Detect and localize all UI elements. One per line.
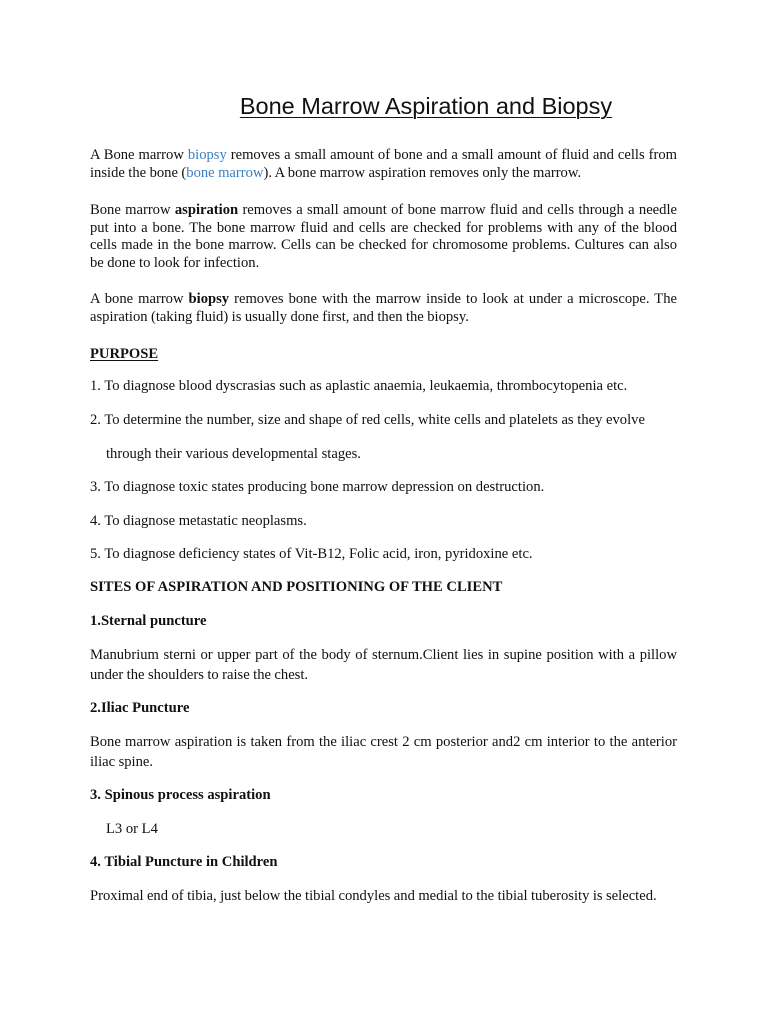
aspiration-text-1: Bone marrow [90,202,175,218]
spinous-text: L3 or L4 [106,821,158,837]
bone-marrow-link[interactable]: bone marrow [186,164,264,181]
sternal-heading: 1.Sternal puncture [90,613,207,629]
iliac-text: Bone marrow aspiration is taken from the iliac crest 2 cm posterior and2 cm interior to the anterior iliac spine. [90,734,677,770]
spinous-heading: 3. Spinous process aspiration [90,787,271,803]
iliac-heading: 2.Iliac Puncture [90,700,190,716]
intro-text-1: A Bone marrow [90,147,188,163]
page-title: Bone Marrow Aspiration and Biopsy [239,93,613,119]
purpose-item-2-cont: through their various developmental stages. [106,446,361,462]
purpose-heading: PURPOSE [90,346,159,362]
sternal-text: Manubrium sterni or upper part of the body of sternum.Client lies in supine position with a pillow under the shoulders to raise the chest. [90,647,677,683]
tibial-heading: 4. Tibial Puncture in Children [90,854,278,870]
intro-text-2: removes a small amount of bone and a small amount of fluid and cells from inside the bone ( [90,147,677,181]
purpose-item-2: 2. To determine the number, size and shape of red cells, white cells and platelets as they evolve [90,412,645,428]
purpose-item-5: 5. To diagnose deficiency states of Vit-B12, Folic acid, iron, pyridoxine etc. [90,546,533,562]
aspiration-text-2: removes a small amount of bone marrow fluid and cells through a needle put into a bone. The bone marrow fluid and cells are checked for problems with any of the blood cells made in the bone marrow. Cells can be checked for chromosome problems. Cultures can also be done to look for infection. [90,202,677,271]
biopsy-link[interactable]: biopsy [187,147,227,163]
purpose-item-4: 4. To diagnose metastatic neoplasms. [90,513,307,529]
intro-paragraph [90,147,677,182]
sites-heading: SITES OF ASPIRATION AND POSITIONING OF THE CLIENT [90,579,503,595]
biopsy-bold: biopsy [188,291,230,307]
biopsy-text-2: removes bone with the marrow inside to look at under a microscope. The aspiration (taking fluid) is usually done first, and then the biopsy. [90,291,677,325]
intro-text-3: ). A bone marrow aspiration removes only the marrow. [263,164,582,181]
aspiration-paragraph [90,202,677,272]
biopsy-paragraph [90,291,677,326]
aspiration-bold: aspiration [174,202,239,218]
biopsy-text-1: A bone marrow [90,291,189,307]
purpose-item-3: 3. To diagnose toxic states producing bone marrow depression on destruction. [90,479,545,495]
tibial-text: Proximal end of tibia, just below the tibial condyles and medial to the tibial tuberosity is selected. [90,888,657,904]
purpose-item-1: 1. To diagnose blood dyscrasias such as aplastic anaemia, leukaemia, thrombocytopenia etc. [90,378,628,394]
